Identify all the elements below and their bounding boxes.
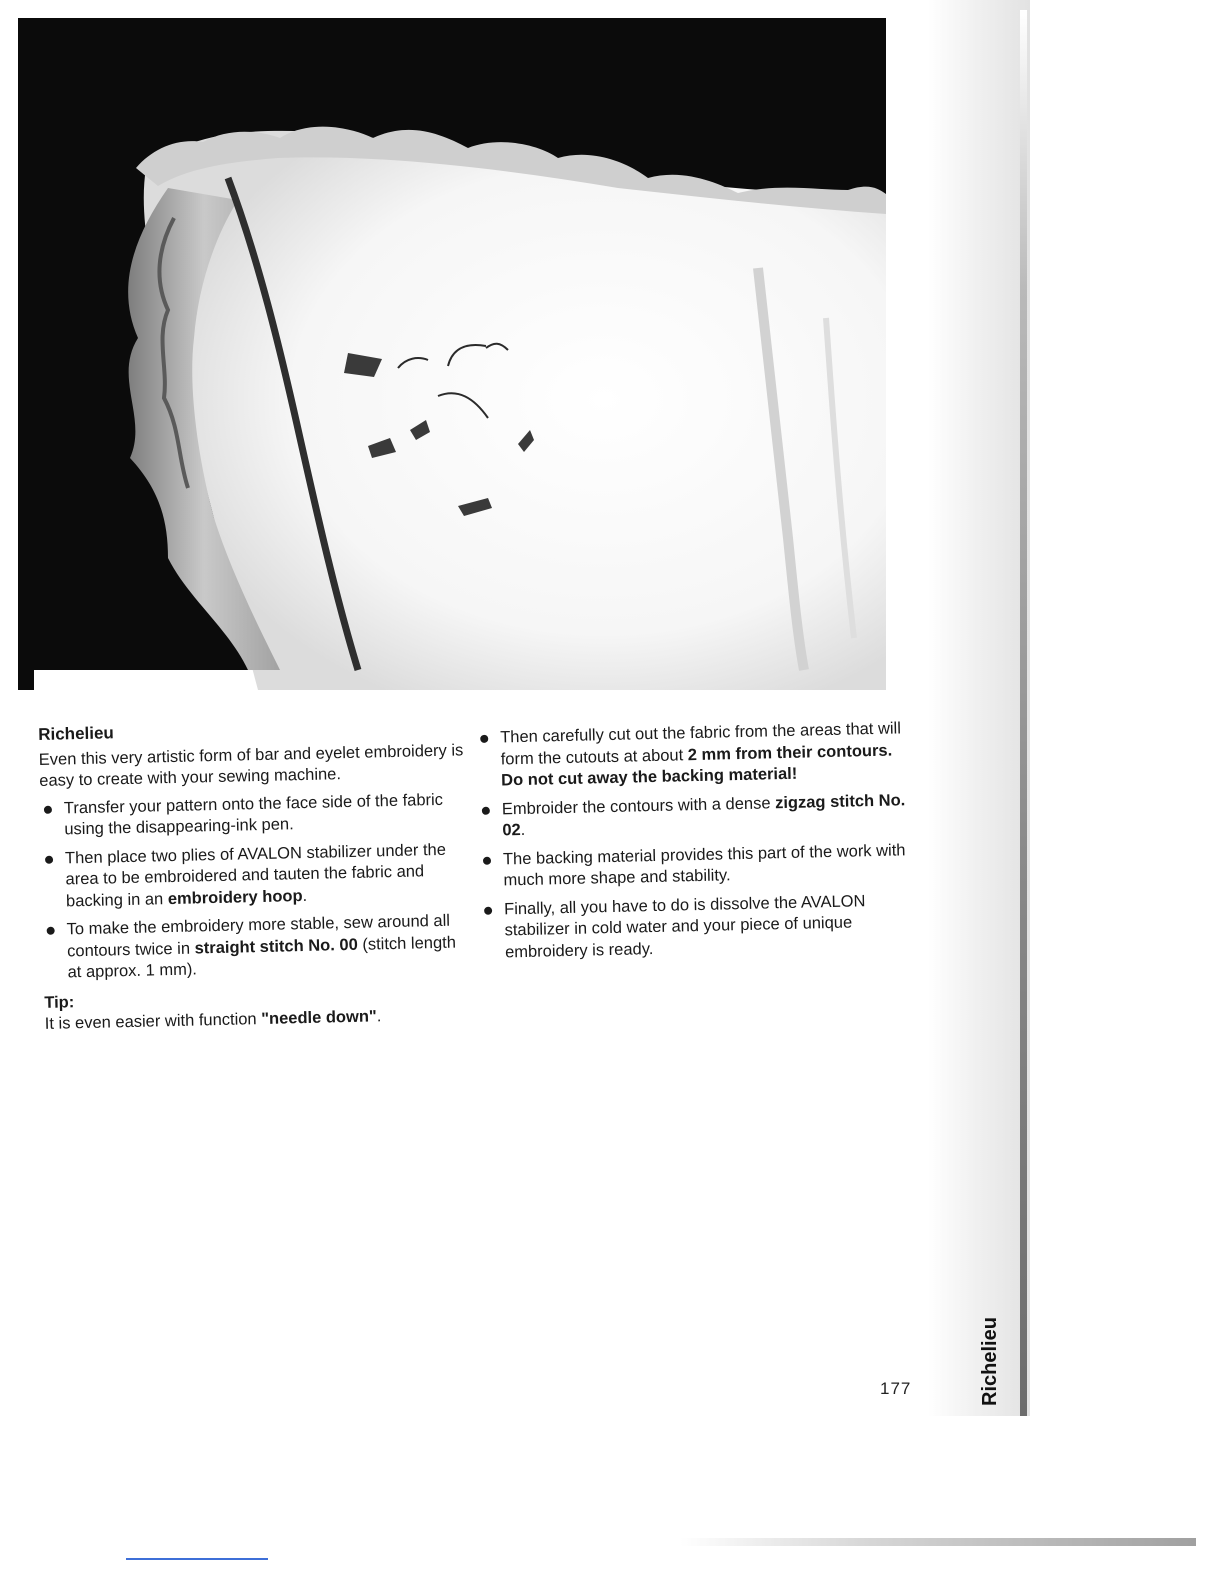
bullet-item: Then place two plies of AVALON stabilizer under the area to be embroidered and tauten the fabric and backing in an embroidery hoop. bbox=[41, 839, 472, 913]
intro-paragraph: Even this very artistic form of bar and eyelet embroidery is easy to create with your sewing machine. bbox=[38, 740, 464, 790]
right-bullet-list bbox=[476, 718, 913, 964]
chapter-side-tab bbox=[964, 1296, 1001, 1406]
chapter-side-tab-label: Richelieu bbox=[979, 1317, 1001, 1406]
right-column bbox=[476, 718, 913, 971]
page-edge-line bbox=[1020, 10, 1027, 1416]
bullet-item: Embroider the contours with a dense zigzag stitch No. 02. bbox=[478, 790, 911, 843]
pillow-photo bbox=[18, 18, 886, 690]
left-bullet-list bbox=[40, 789, 474, 985]
tip-text: It is even easier with function "needle down". bbox=[44, 1007, 382, 1033]
page-number: 177 bbox=[880, 1379, 912, 1398]
tip-label: Tip: bbox=[44, 992, 75, 1012]
bullet-item: Finally, all you have to do is dissolve the AVALON stabilizer in cold water and your piece of unique embroidery is ready. bbox=[480, 890, 913, 964]
left-column bbox=[38, 714, 475, 1035]
section-heading: Richelieu bbox=[38, 723, 115, 744]
page-edge-shading bbox=[928, 0, 1030, 1416]
bullet-item: Then carefully cut out the fabric from the areas that will form the cutouts at about 2 mm from their contours. Do not cut away the backing material! bbox=[476, 718, 909, 792]
bottom-blue-rule bbox=[126, 1558, 268, 1560]
bottom-scan-shadow bbox=[680, 1538, 1196, 1546]
bullet-item: To make the embroidery more stable, sew around all contours twice in straight stitch No. 00 (stitch length at approx. 1 mm). bbox=[42, 910, 473, 984]
bullet-item: The backing material provides this part of the work with much more shape and stability. bbox=[479, 840, 912, 893]
bullet-item: Transfer your pattern onto the face side of the fabric using the disappearing-ink pen. bbox=[40, 789, 471, 842]
